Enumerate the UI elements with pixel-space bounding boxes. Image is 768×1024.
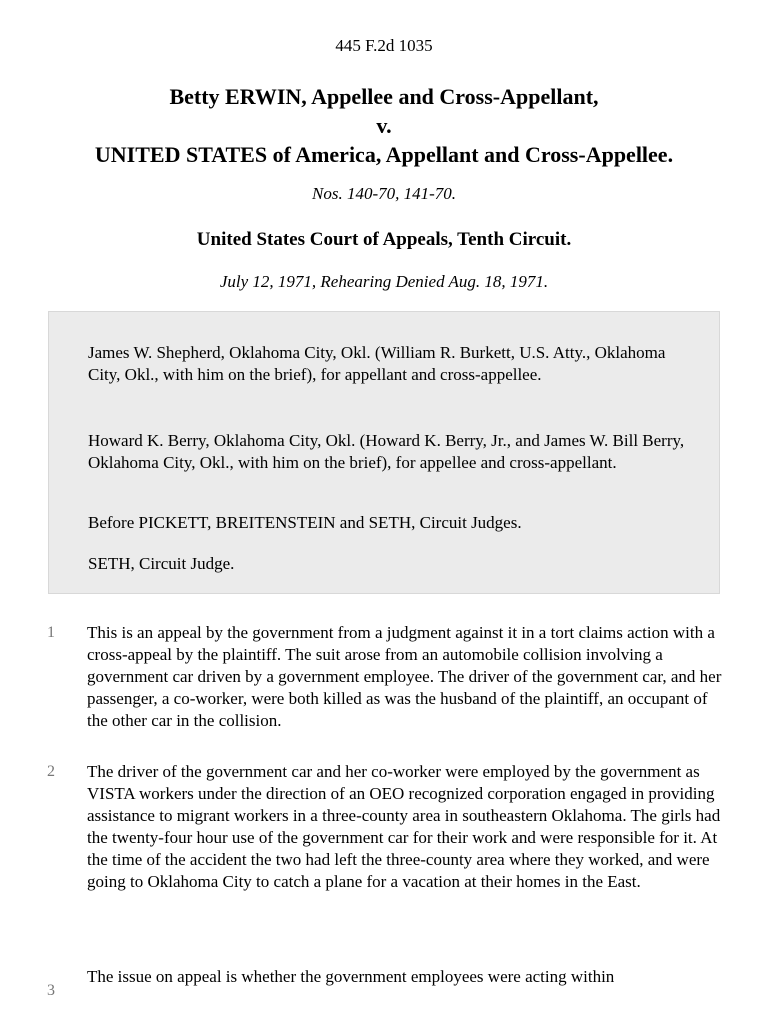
case-title-versus: v.	[376, 113, 392, 138]
paragraph-number: 3	[47, 982, 55, 999]
opinion-author: SETH, Circuit Judge.	[88, 554, 235, 573]
case-title-appellant: UNITED STATES of America, Appellant and Cross-Appellee.	[94, 142, 674, 167]
court-name: United States Court of Appeals, Tenth Circuit.	[196, 229, 572, 250]
case-citation: 445 F.2d 1035	[335, 36, 433, 55]
counsel-section	[48, 311, 720, 594]
paragraph-number: 1	[47, 624, 55, 641]
decision-date: July 12, 1971, Rehearing Denied Aug. 18, 1971.	[219, 272, 549, 291]
counsel-appellant: James W. Shepherd, Oklahoma City, Okl. (William R. Burkett, U.S. Atty., Oklahoma City, Okl., with him on the brief), for appellant and cross-appellee.	[88, 343, 666, 384]
paragraph-text: The driver of the government car and her co-worker were employed by the government as VISTA workers under the direction of an OEO recognized corporation engaged in providing assistance to migrant workers in a three-county area in southeastern Oklahoma. The girls had the twenty-four hour use of the government car for their work and were responsible for it. At the time of the accident the two had left the three-county area where they worked, and were going to Oklahoma City to catch a plane for a vacation at their homes in the East.	[87, 762, 721, 891]
case-title-appellee: Betty ERWIN, Appellee and Cross-Appellant,	[169, 84, 599, 109]
bench-judges: Before PICKETT, BREITENSTEIN and SETH, Circuit Judges.	[88, 513, 522, 532]
paragraph-text: The issue on appeal is whether the government employees were acting within	[87, 967, 615, 986]
counsel-appellee: Howard K. Berry, Oklahoma City, Okl. (Howard K. Berry, Jr., and James W. Bill Berry, Oklahoma City, Okl., with him on the brief), for appellee and cross-appellant.	[88, 431, 685, 472]
paragraph-number: 2	[47, 763, 55, 780]
case-title	[0, 82, 768, 169]
paragraph-text: This is an appeal by the government from a judgment against it in a tort claims action with a cross-appeal by the plaintiff. The suit arose from an automobile collision involving a government car driven by a government employee. The driver of the government car, and her passenger, a co-worker, were both killed as was the husband of the plaintiff, an occupant of the other car in the collision.	[87, 623, 722, 730]
docket-numbers: Nos. 140-70, 141-70.	[311, 184, 457, 203]
